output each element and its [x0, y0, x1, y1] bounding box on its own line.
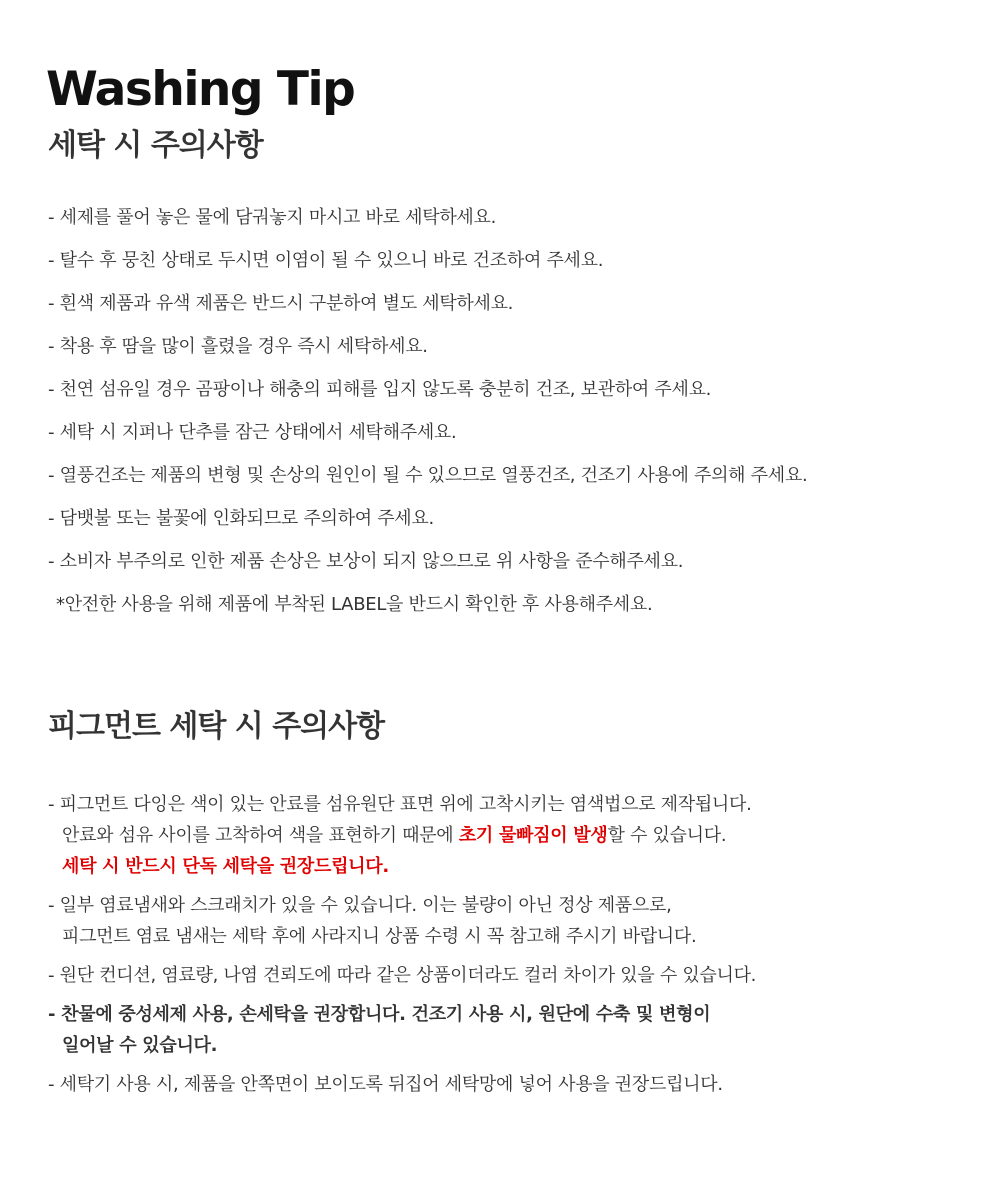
- page-subtitle: 세탁 시 주의사항: [48, 128, 263, 163]
- pigment-item-color: - 원단 컨디션, 염료량, 나염 견뢰도에 따라 같은 상품이더라도 컬러 차이가 있을 수 있습니다.: [48, 965, 757, 986]
- page-title: Washing Tip: [46, 62, 355, 117]
- pigment-item-line: 피그먼트 염료 냄새는 세탁 후에 사라지니 상품 수령 시 꼭 참고해 주시기 바랍니다.: [62, 926, 697, 947]
- warning-highlight: 초기 물빠짐이 발생: [458, 825, 608, 846]
- tip-item: - 세제를 풀어 놓은 물에 담궈놓지 마시고 바로 세탁하세요.: [48, 207, 497, 228]
- pigment-item-line: - 찬물에 중성세제 사용, 손세탁을 권장합니다. 건조기 사용 시, 원단에 수축 및 변형이: [48, 1004, 711, 1025]
- tip-item: - 탈수 후 뭉친 상태로 두시면 이염이 될 수 있으니 바로 건조하여 주세요.: [48, 250, 604, 271]
- text-segment: 안료와 섬유 사이를 고착하여 색을 표현하기 때문에: [62, 825, 459, 846]
- pigment-item-machine: - 세탁기 사용 시, 제품을 안쪽면이 보이도록 뒤집어 세탁망에 넣어 사용을 권장드립니다.: [48, 1074, 723, 1095]
- tip-item: - 세탁 시 지퍼나 단추를 잠근 상태에서 세탁해주세요.: [48, 422, 457, 443]
- tip-item: - 착용 후 땀을 많이 흘렸을 경우 즉시 세탁하세요.: [48, 336, 428, 357]
- pigment-item-line: - 일부 염료냄새와 스크래치가 있을 수 있습니다. 이는 불량이 아닌 정상 제품으로,: [48, 895, 672, 916]
- pigment-section-title: 피그먼트 세탁 시 주의사항: [48, 709, 385, 744]
- tip-item: - 천연 섬유일 경우 곰팡이나 해충의 피해를 입지 않도록 충분히 건조, 보관하여 주세요.: [48, 379, 712, 400]
- text-segment: 할 수 있습니다.: [607, 825, 727, 846]
- pigment-tips-list: [48, 789, 968, 1108]
- tip-item: - 담뱃불 또는 불꽃에 인화되므로 주의하여 주세요.: [48, 508, 434, 529]
- pigment-item-line: [48, 820, 968, 851]
- tip-item: - 흰색 제품과 유색 제품은 반드시 구분하여 별도 세탁하세요.: [48, 293, 514, 314]
- tip-item: - 소비자 부주의로 인한 제품 손상은 보상이 되지 않으므로 위 사항을 준수해주세요.: [48, 551, 684, 572]
- separate-wash-warning: 세탁 시 반드시 단독 세탁을 권장드립니다.: [62, 856, 389, 877]
- washing-tips-list: [48, 205, 968, 635]
- label-note: *안전한 사용을 위해 제품에 부착된 LABEL을 반드시 확인한 후 사용해주세요.: [56, 594, 653, 615]
- pigment-item-line: 일어날 수 있습니다.: [62, 1035, 218, 1056]
- pigment-item-odor: [48, 890, 968, 952]
- pigment-item-dyeing: [48, 789, 968, 882]
- pigment-item-line: - 피그먼트 다잉은 색이 있는 안료를 섬유원단 표면 위에 고착시키는 염색법으로 제작됩니다.: [48, 794, 752, 815]
- tip-item: - 열풍건조는 제품의 변형 및 손상의 원인이 될 수 있으므로 열풍건조, 건조기 사용에 주의해 주세요.: [48, 465, 808, 486]
- pigment-item-handwash: [48, 999, 968, 1061]
